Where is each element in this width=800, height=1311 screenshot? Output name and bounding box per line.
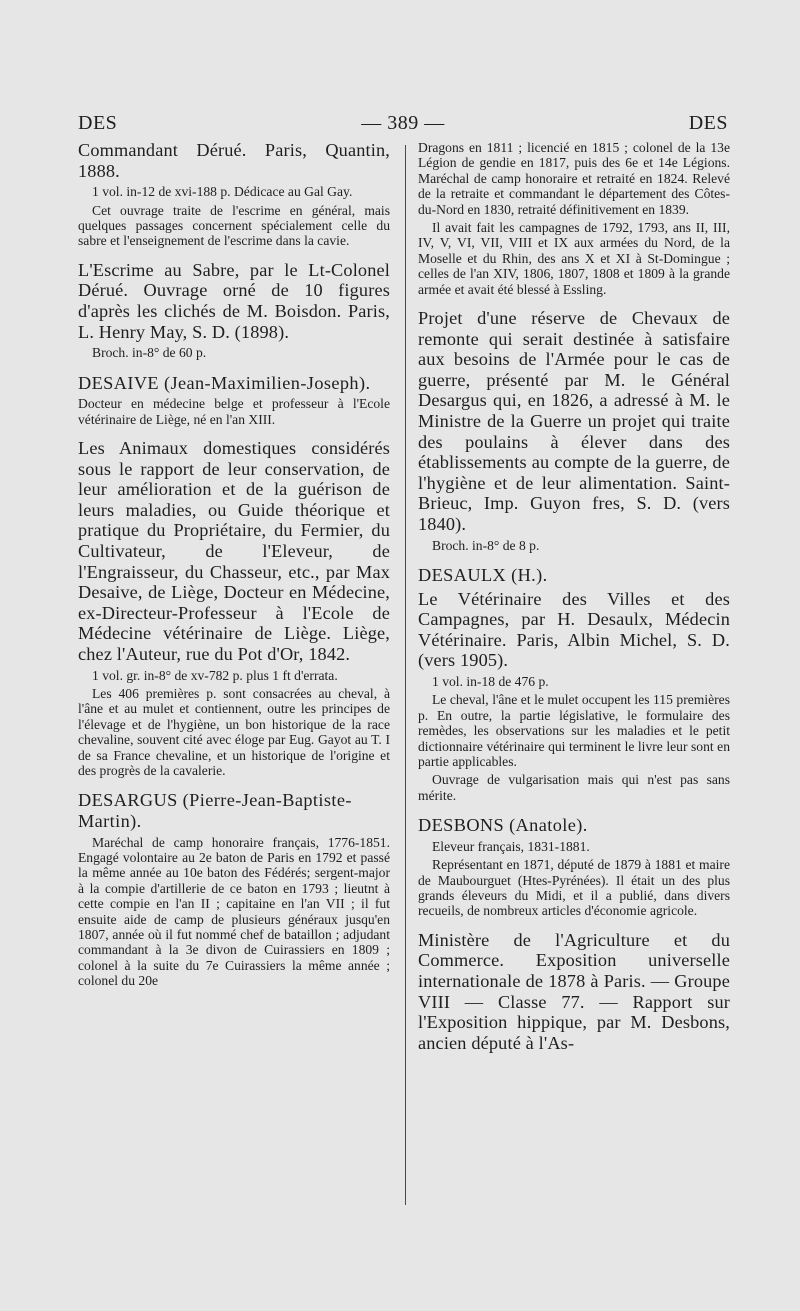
description-note: Les 406 premières p. sont consacrées au cheval, à l'âne et au mulet et contiennent, outre les principes de l'élevage et de l'hygiène, un bon historique de la race chevaline, souvent cité avec éloge par Eug. Gayot au T. I de sa France chevaline, et un historique de l'origine et des progrès de la cavalerie. [78,685,390,778]
collation-note: 1 vol. in-18 de 476 p. [432,673,549,689]
entry-title-text: Le Vétérinaire des Villes et des Campagnes, par H. Desaulx, Médecin Vétérinaire. Paris, Albin Michel, S. D. (vers 1905). [418,588,730,671]
entry-title-text: Les Animaux domestiques considérés sous le rapport de leur conservation, de leur amélioration et de la guérison de leurs maladies, ou Guide théorique et pratique du Propriétaire, du Fermier, du Cultivateur, de l'Eleveur, de l'Engraisseur, du Chasseur, etc., par Max Desaive, de Liège, Docteur en Médecine, ex-Directeur-Professeur à l'Ecole de Médecine vétérinaire de Liège. Liège, chez l'Auteur, rue du Pot d'Or, 1842. [78,438,390,664]
collation-note: Broch. in-8° de 8 p. [432,537,540,553]
author-bio: Il avait fait les campagnes de 1792, 1793, ans II, III, IV, V, VI, VII, VIII et IX aux armées du Nord, de la Moselle et du Rhin, des ans X et XI à St-Domingue ; celles de l'an XIV, 1806, 1807, 1808 et 1809 à la grande armée et avait été blessé à Essling. [418,220,730,297]
right-column [418,140,730,1056]
column-divider [405,145,406,1205]
left-column [78,140,390,992]
description-note: Cet ouvrage traite de l'escrime en général, mais quelques passages concernent spécialement celle du sabre et l'enseignement de l'escrime dans la cavie. [78,202,390,249]
entry-title-text: Ministère de l'Agriculture et du Commerce. Exposition universelle internationale de 1878 à Paris. — Groupe VIII — Classe 77. — Rapport sur l'Exposition hippique, par M. Desbons, ancien député à l'As- [418,929,730,1053]
running-head [78,112,728,140]
collation-note: 1 vol. in-12 de xvi-188 p. Dédicace au Gal Gay. [92,184,353,200]
author-heading: DESBONS (Anatole). [418,815,588,836]
description-note: Ouvrage de vulgarisation mais qui n'est pas sans mérite. [418,772,730,803]
entry-title-text: Projet d'une réserve de Chevaux de remonte qui serait destinée à satisfaire aux besoins de l'Armée pour le cas de guerre, présenté par M. le Général Desargus qui, en 1826, a adressé à M. le Ministre de la Guerre un projet qui traite des poulains à élever dans des établissements au compte de la guerre, de l'hygiène et de leur alimentation. Saint-Brieuc, Imp. Guyon fres, S. D. (vers 1840). [418,308,730,534]
header-right: DES [688,112,728,134]
entry-title-text: L'Escrime au Sabre, par le Lt-Colonel Dérué. Ouvrage orné de 10 figures d'après les clichés de M. Boisdon. Paris, L. Henry May, S. D. (1898). [78,259,390,342]
entry-title-text: Commandant Dérué. Paris, Quantin, 1888. [78,140,390,181]
author-bio-continued: Dragons en 1811 ; licencié en 1815 ; colonel de la 13e Légion de gendie en 1817, puis des 6e et 14e Légions. Maréchal de camp honoraire et retraité en 1824. Relevé de la retraite et commandant le département des Côtes-du-Nord en 1830, retraité définitivement en 1839. [418,140,730,217]
author-bio: Docteur en médecine belge et professeur à l'Ecole vétérinaire de Liège, né en l'an XIII. [78,396,390,427]
description-note: Le cheval, l'âne et le mulet occupent les 115 premières p. En outre, la partie législative, le formulaire des remèdes, les observations sur les maladies et le petit dictionnaire vétérinaire qui terminent le livre leur sont en partie applicables. [418,692,730,769]
author-bio: Représentant en 1871, député de 1879 à 1881 et maire de Maubourguet (Htes-Pyrénées). Il était un des plus grands éleveurs du Midi, et il a publié, dans divers recueils, de nombreux articles d'économie agricole. [418,857,730,919]
author-heading: DESAULX (H.). [418,565,548,585]
author-bio: Maréchal de camp honoraire français, 1776-1851. Engagé volontaire au 2e baton de Paris en 1792 et passé la même année au 10e baton des Fédérés; sergent-major à la compie d'artillerie de ce baton en 1793 ; lieutnt à cette compie en l'an II ; capitaine en l'an VII ; il fut ensuite aide de camp de plusieurs généraux jusqu'en 1807, année où il fut nommé chef de bataillon ; adjudant commandant à la 3e divon de Cuirassiers en 1809 ; colonel à la suite du 7e Cuirassiers la même année ; colonel du 20e [78,834,390,989]
author-bio: Eleveur français, 1831-1881. [432,838,590,854]
author-heading: DESAIVE (Jean-Maximilien-Joseph). [78,372,371,393]
collation-note: 1 vol. gr. in-8° de xv-782 p. plus 1 ft d'errata. [92,667,338,683]
collation-note: Broch. in-8° de 60 p. [92,345,207,361]
page-number: — 389 — [361,112,445,134]
author-heading: DESARGUS (Pierre-Jean-Baptiste-Martin). [78,790,352,831]
header-left: DES [78,112,118,134]
